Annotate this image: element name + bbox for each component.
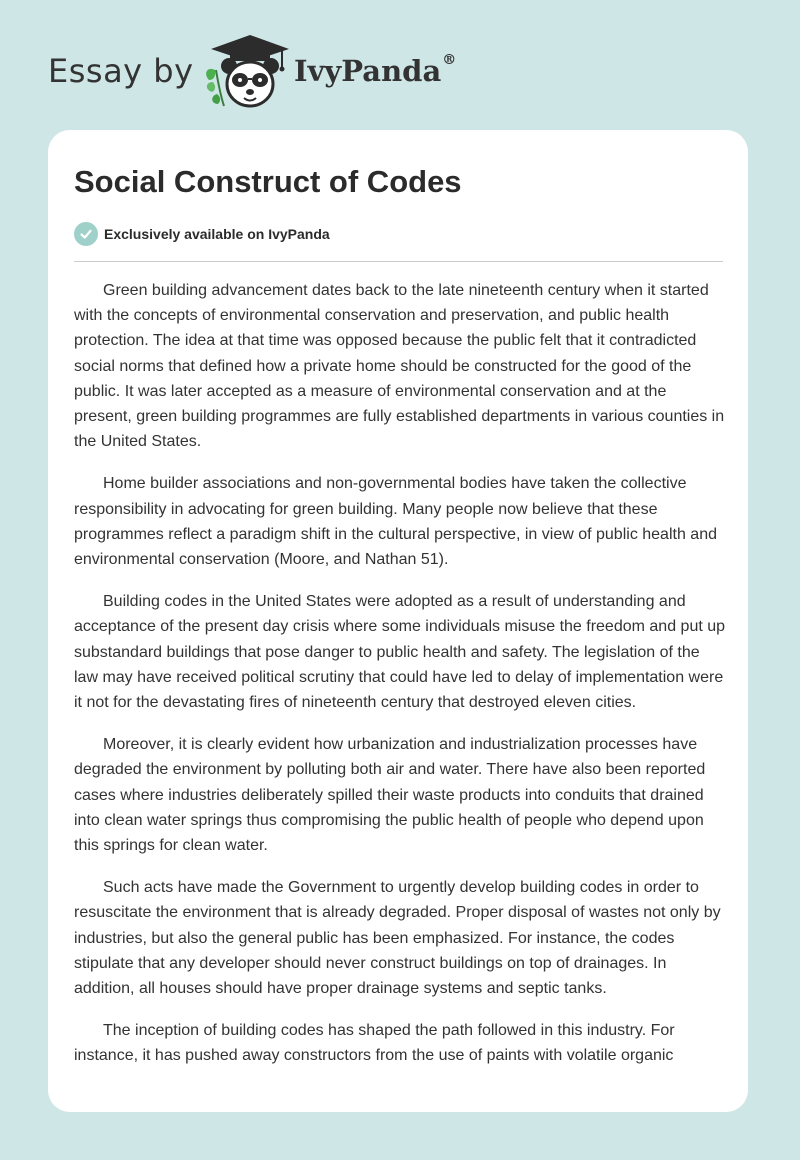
panda-graduate-icon[interactable] (202, 34, 294, 110)
page-title: Social Construct of Codes (74, 164, 462, 199)
exclusive-badge (74, 222, 330, 246)
paragraph: Home builder associations and non-governmental bodies have taken the collective responsibility in advocating for green building. Many people now believe that these programmes reflect a paradigm shift in the cultural perspective, in view of public health and environmental conservation (Moore, and Nathan 51). (74, 475, 717, 569)
paragraph: Moreover, it is clearly evident how urbanization and industrialization processes have degraded the environment by polluting both air and water. There have also been reported cases where industries deliberately spilled their waste products into conduits that drained into clean water springs thus compromising the public health of people who depend upon this springs for clean water. (74, 736, 706, 855)
essay-by-label: Essay by (48, 52, 194, 90)
paragraph: The inception of building codes has shaped the path followed in this industry. For instance, it has pushed away constructors from the use of paints with volatile organic (74, 1022, 675, 1065)
check-icon (74, 222, 98, 246)
essay-card (48, 130, 748, 1112)
divider (74, 261, 723, 262)
paragraph: Green building advancement dates back to the late nineteenth century when it started with the concepts of environmental conservation and preservation, and public health protection. The idea at that time was opposed because the public felt that it contradicted social norms that defined how a private home should be constructed for the good of the public. It was later accepted as a measure of environmental conservation and at the present, green building programmes are fully established departments in various counties in the United States. (74, 282, 725, 451)
registered-mark: ® (442, 52, 457, 68)
brand-name[interactable] (294, 54, 456, 88)
paragraph: Such acts have made the Government to urgently develop building codes in order to resuscitate the environment that is already degraded. Proper disposal of wastes not only by industries, but also the general public has been emphasized. For instance, the codes stipulate that any developer should never construct buildings on top of drainages. In addition, all houses should have proper drainage systems and septic tanks. (74, 879, 721, 998)
badge-text: Exclusively available on IvyPanda (104, 226, 330, 242)
brand-name-text: IvyPanda (294, 54, 442, 88)
site-header (48, 34, 508, 114)
paragraph: Building codes in the United States were adopted as a result of understanding and acceptance of the present day crisis where some individuals misuse the freedom and put up substandard buildings that pose danger to public health and safety. The legislation of the law may have received political scrutiny that could have led to delay of implementation were it not for the devastating fires of nineteenth century that destroyed eleven cities. (74, 593, 726, 712)
essay-body (74, 278, 726, 1086)
